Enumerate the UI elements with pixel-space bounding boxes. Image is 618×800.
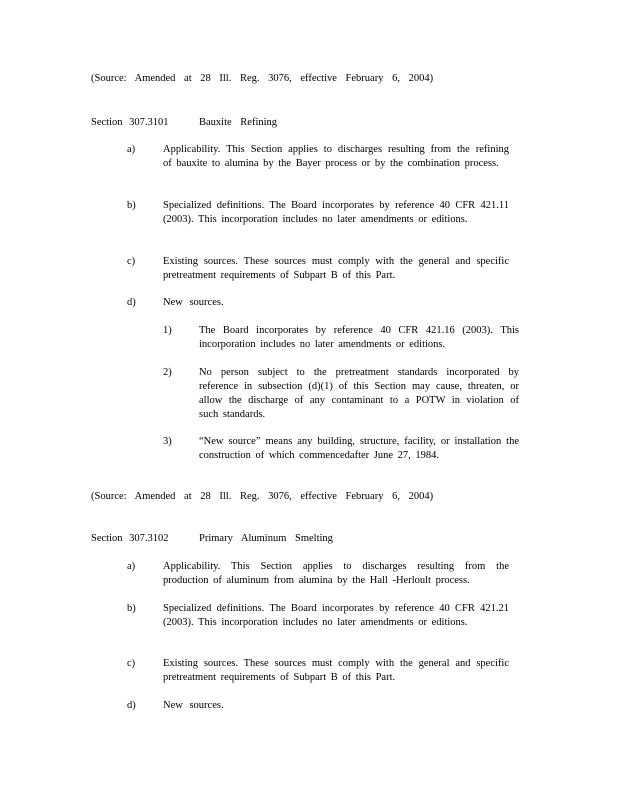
item-text: Specialized definitions. The Board incorporates by reference 40 CFR 421.21 (2003). This incorporation includes no later amendments or editions. — [163, 603, 509, 628]
item-text: Existing sources. These sources must comply with the general and specific pretreatment requirements of Subpart B of this Part. — [163, 256, 509, 281]
subitem-label: 2) — [163, 367, 172, 378]
item-label: c) — [127, 256, 136, 267]
item-text: New sources. — [163, 297, 224, 308]
item-text: Existing sources. These sources must comply with the general and specific pretreatment requirements of Subpart B of this Part. — [163, 658, 509, 683]
subitem-label: 1) — [163, 325, 172, 336]
section-title: Bauxite Refining — [199, 117, 278, 128]
section-number: Section 307.3102 — [91, 533, 169, 544]
item-label: d) — [127, 297, 136, 308]
subitem-text: No person subject to the pretreatment standards incorporated by reference in subsection (d)(1) of this Section may cause, threaten, or allow the discharge of any contaminant to a POTW in violation of such standards. — [199, 367, 519, 420]
item-label: b) — [127, 200, 136, 211]
section-number: Section 307.3101 — [91, 117, 169, 128]
item-label: c) — [127, 658, 136, 669]
item-label: a) — [127, 144, 136, 155]
source-note: (Source: Amended at 28 Ill. Reg. 3076, effective February 6, 2004) — [91, 73, 434, 84]
subitem-text: “New source” means any building, structure, facility, or installation the construction of which commencedafter June 27, 1984. — [199, 436, 519, 461]
subitem-text: The Board incorporates by reference 40 CFR 421.16 (2003). This incorporation includes no later amendments or editions. — [199, 325, 519, 350]
item-text: New sources. — [163, 700, 224, 711]
item-text: Specialized definitions. The Board incorporates by reference 40 CFR 421.11 (2003). This incorporation includes no later amendments or editions. — [163, 200, 509, 225]
item-text: Applicability. This Section applies to discharges resulting from the production of aluminum from alumina by the Hall -Herloult process. — [163, 561, 509, 586]
source-note: (Source: Amended at 28 Ill. Reg. 3076, effective February 6, 2004) — [91, 491, 434, 502]
item-label: d) — [127, 700, 136, 711]
item-label: b) — [127, 603, 136, 614]
item-text: Applicability. This Section applies to discharges resulting from the refining of bauxite to alumina by the Bayer process or by the combination process. — [163, 144, 509, 169]
item-label: a) — [127, 561, 136, 572]
subitem-label: 3) — [163, 436, 172, 447]
section-title: Primary Aluminum Smelting — [199, 533, 333, 544]
